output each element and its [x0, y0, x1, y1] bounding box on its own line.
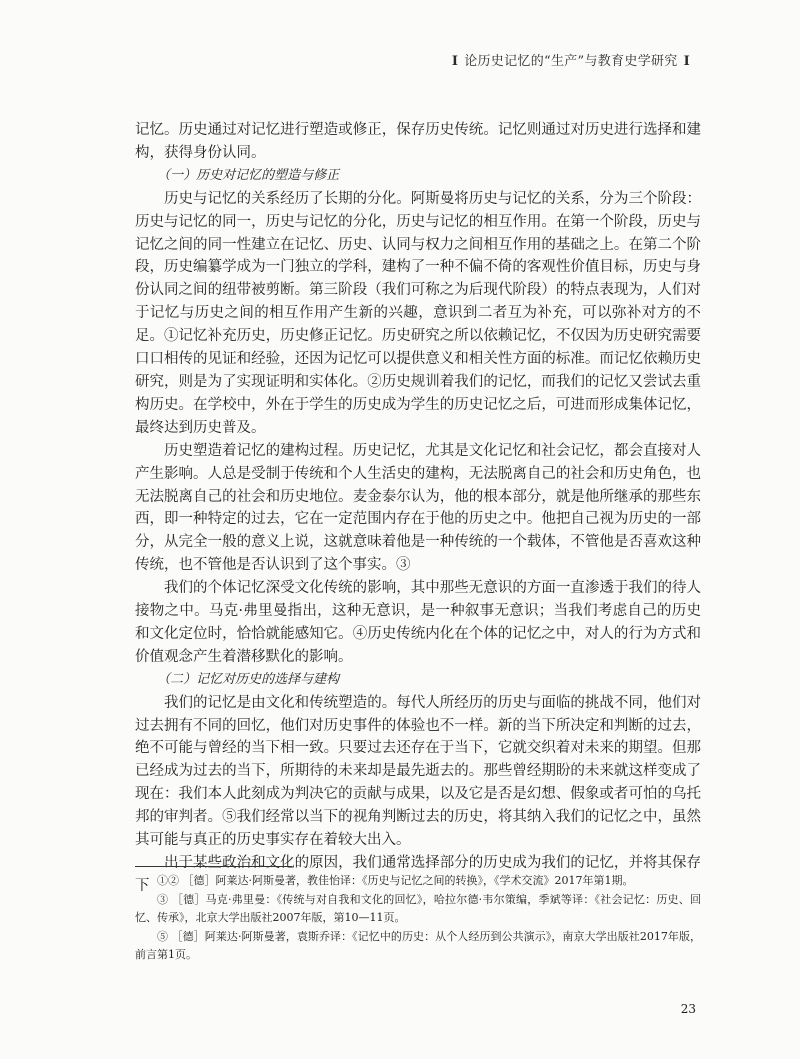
section-heading-2: （二）记忆对历史的选择与建构 [157, 671, 340, 687]
footnote-2: ③ ［德］马克·弗里曼：《传统与对自我和文化的回忆》，哈拉尔德·韦尔策编，季斌等译：《社会记忆：历史、回忆、传承》，北京大学出版社2007年版，第10—11页。 [135, 892, 701, 924]
body-text [135, 119, 701, 898]
footnotes [135, 872, 701, 965]
paragraph-5: 出于某些政治和文化的原因，我们通常选择部分的历史成为我们的记忆，并将其保存下 [135, 855, 701, 894]
section-heading-1: （一）历史对记忆的塑造与修正 [157, 167, 340, 183]
paragraph-continued: 记忆。历史通过对记忆进行塑造或修正，保存历史传统。记忆则通过对历史进行选择和建构，获得身份认同。 [135, 122, 701, 161]
footnote-3: ⑤ ［德］阿莱达·阿斯曼著，袁斯乔译：《记忆中的历史：从个人经历到公共演示》，南京大学出版社2017年版，前言第1页。 [135, 929, 701, 961]
header-bar-right: I [683, 54, 690, 69]
paragraph-2: 历史塑造着记忆的建构过程。历史记忆，尤其是文化记忆和社会记忆，都会直接对人产生影响。人总是受制于传统和个人生活史的建构，无法脱离自己的社会和历史角色，也无法脱离自己的社会和历史地位。麦金泰尔认为，他的根本部分，就是他所继承的那些东西，即一种特定的过去，它在一定范围内存在于他的历史之中。他把自己视为历史的一部分，从完全一般的意义上说，这就意味着他是一种传统的一个载体，不管他是否喜欢这种传统，也不管他是否认识到了这个事实。③ [135, 442, 701, 574]
paragraph-1: 历史与记忆的关系经历了长期的分化。阿斯曼将历史与记忆的关系，分为三个阶段：历史与记忆的同一，历史与记忆的分化，历史与记忆的相互作用。在第一个阶段，历史与记忆之间的同一性建立在记忆、历史、认同与权力之间相互作用的基础之上。在第二个阶段，历史编纂学成为一门独立的学科，建构了一种不偏不倚的客观性价值目标，历史与身份认同之间的纽带被剪断。第三阶段（我们可称之为后现代阶段）的特点表现为，人们对于记忆与历史之间的相互作用产生新的兴趣，意识到二者互为补充，可以弥补对方的不足。①记忆补充历史，历史修正记忆。历史研究之所以依赖记忆，不仅因为历史研究需要口口相传的见证和经验，还因为记忆可以提供意义和相关性方面的标准。而记忆依赖历史研究，则是为了实现证明和实体化。②历史规训着我们的记忆，而我们的记忆又尝试去重构历史。在学校中，外在于学生的历史成为学生的历史记忆之后，可进而形成集体记忆，最终达到历史普及。 [135, 190, 701, 436]
running-header-title: 论历史记忆的“生产”与教育史学研究 [464, 54, 678, 69]
paragraph-3: 我们的个体记忆深受文化传统的影响，其中那些无意识的方面一直渗透于我们的待人接物之中。马克·弗里曼指出，这种无意识，是一种叙事无意识；当我们考虑自己的历史和文化定位时，恰恰就能感知它。④历史传统内化在个体的记忆之中，对人的行为方式和价值观念产生着潜移默化的影响。 [135, 580, 701, 665]
paragraph-4: 我们的记忆是由文化和传统塑造的。每代人所经历的历史与面临的挑战不同，他们对过去拥有不同的回忆，他们对历史事件的体验也不一样。新的当下所决定和判断的过去，绝不可能与曾经的当下相一致。只要过去还存在于当下，它就交织着对未来的期望。但那已经成为过去的当下，所期待的未来却是最先逝去的。那些曾经期盼的未来就这样变成了现在：我们本人此刻成为判决它的贡献与成果，以及它是否是幻想、假象或者可怕的乌托邦的审判者。⑤我们经常以当下的视角判断过去的历史，将其纳入我们的记忆之中，虽然其可能与真正的历史事实存在着较大出入。 [135, 694, 701, 849]
header-bar-left: I [451, 54, 459, 69]
running-header [446, 50, 696, 69]
footnote-separator [135, 866, 292, 867]
page-number: 23 [680, 1002, 696, 1016]
footnote-1: ①② ［德］阿莱达·阿斯曼著，教佳怡译：《历史与记忆之间的转换》，《学术交流》2017年第1期。 [157, 874, 634, 887]
